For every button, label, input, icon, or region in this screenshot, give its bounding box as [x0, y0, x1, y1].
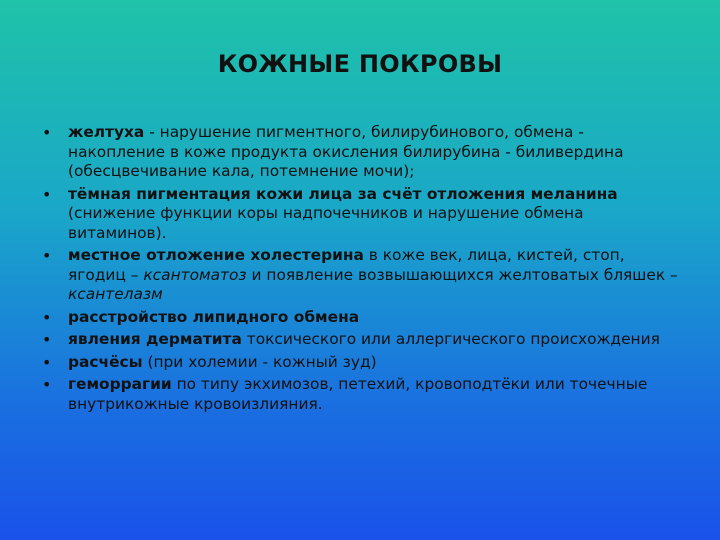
- bullet-term: желтуха: [68, 123, 145, 141]
- bullet-text: токсического или аллергического происхождения: [241, 330, 660, 348]
- bullet-item: [42, 123, 682, 182]
- bullet-term: тёмная пигментация кожи лица за счёт отложения меланина: [68, 184, 618, 203]
- bullet-list: [42, 123, 682, 417]
- slide-title: КОЖНЫЕ ПОКРОВЫ: [217, 50, 503, 78]
- bullet-term: расчёсы: [68, 352, 143, 371]
- bullet-italic-term: ксантоматоз: [143, 265, 247, 284]
- bullet-text: (при холемии - кожный зуд): [142, 352, 377, 371]
- bullet-term: геморрагии: [68, 375, 172, 393]
- bullet-text: в коже век, лица, кистей, стоп, ягодиц –: [68, 246, 625, 284]
- bullet-text: и появление возвышающихся желтоватых бляшек –: [246, 265, 678, 284]
- bullet-text: по типу экхимозов, петехий, кровоподтёки или точечные внутрикожные кровоизлияния.: [68, 375, 648, 413]
- bullet-text: - нарушение пигментного, билирубинового, обмена - накопление в коже продукта окисления билирубина - биливердина (обесцвечивание кала, потемнение мочи);: [68, 123, 624, 180]
- bullet-text: (снижение функции коры надпочечников и нарушение обмена витаминов).: [68, 204, 584, 242]
- bullet-item: [42, 308, 682, 328]
- bullet-italic-term: ксантелазм: [68, 285, 163, 303]
- bullet-item: [42, 246, 682, 305]
- bullet-term: расстройство липидного обмена: [68, 307, 360, 326]
- bullet-item: [42, 353, 682, 373]
- bullet-term: местное отложение холестерина: [68, 246, 364, 264]
- bullet-item: [42, 330, 682, 350]
- bullet-item: [42, 375, 682, 414]
- bullet-term: явления дерматита: [68, 330, 242, 348]
- bullet-item: [42, 185, 682, 244]
